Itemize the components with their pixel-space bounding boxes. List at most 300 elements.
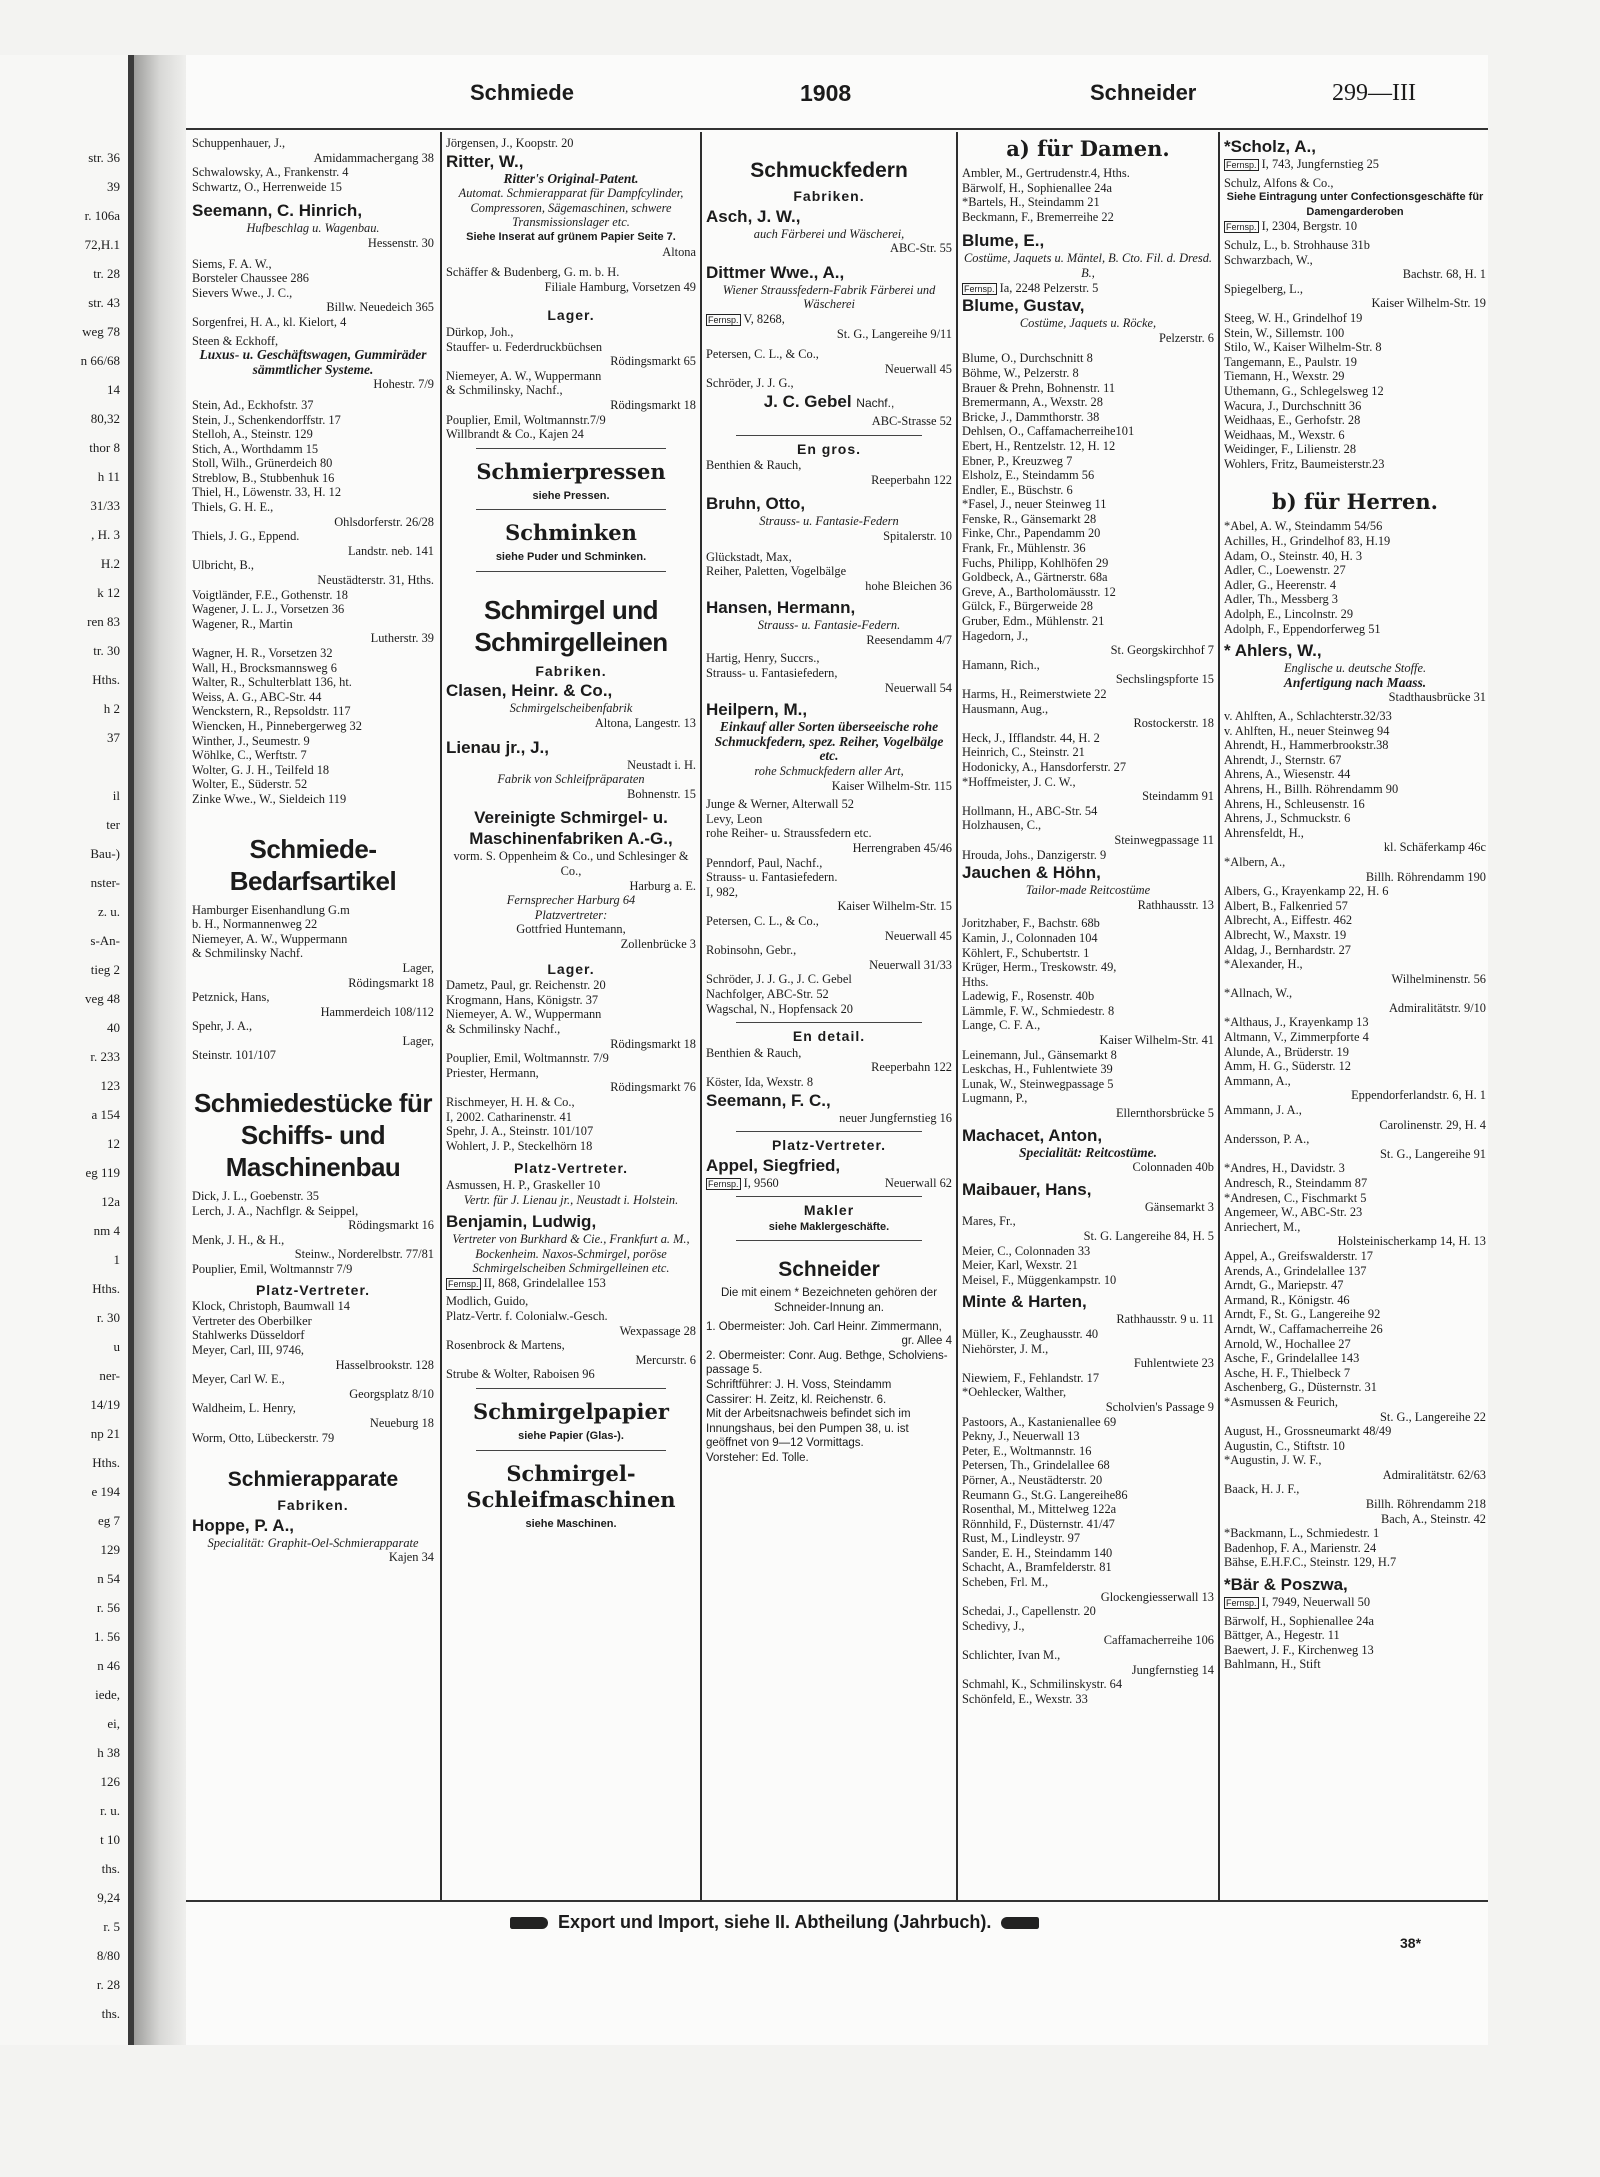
list-item: Dametz, Paul, gr. Reichenstr. 20	[446, 978, 606, 993]
list-item: Mares, Fr.,	[962, 1214, 1016, 1229]
list-item: Goldbeck, A., Gärtnerstr. 68a	[962, 570, 1108, 585]
list-item: Hamann, Rich.,	[962, 657, 1040, 672]
list-item: Hths.	[962, 974, 989, 989]
list-item: Bärwolf, H., Sophienallee 24a	[1224, 1613, 1375, 1628]
list-item: Adam, O., Steinstr. 40, H. 3	[1224, 548, 1363, 563]
list-item: Petznick, Hans,	[192, 990, 270, 1005]
list-item: Siems, F. A. W.,	[192, 256, 272, 271]
section-heading: a) für Damen.	[1006, 136, 1170, 161]
list-item: Reeperbahn 122	[871, 1060, 952, 1075]
strip-fragment: eg 7	[97, 1513, 120, 1528]
list-item: Streblow, B., Stubbenhuk 16	[192, 470, 335, 485]
entry-name: Asch, J. W.,	[706, 206, 801, 226]
list-item: Niehörster, J. M.,	[962, 1341, 1049, 1356]
list-item: Pouplier, Emil, Woltmannstr 7/9	[192, 1262, 353, 1277]
cross-reference: siehe Papier (Glas-).	[518, 1430, 624, 1443]
list-item: Lerch, J. A., Nachflgr. & Seippel,	[192, 1203, 359, 1218]
section-heading: Schmiedestücke für Schiffs- und Maschinenbau	[193, 1088, 433, 1183]
list-item: Steinstr. 101/107	[192, 1048, 276, 1063]
list-item: v. Ahlften, H., neuer Steinweg 94	[1224, 723, 1390, 738]
list-item: Ebner, P., Kreuzweg 7	[962, 453, 1073, 468]
strip-fragment: ren 83	[87, 614, 120, 629]
list-item: *Augustin, J. W. F.,	[1224, 1453, 1322, 1468]
list-item: Ammann, J. A.,	[1224, 1103, 1302, 1118]
list-item: Vorsteher: Ed. Tolle.	[706, 1452, 809, 1464]
entry-list	[192, 903, 434, 1064]
list-item: Steindamm 91	[1142, 789, 1214, 804]
list-item: Gruber, Edm., Mühlenstr. 21	[962, 614, 1105, 629]
sub-heading: Makler	[803, 1202, 855, 1219]
strip-fragment: 12	[107, 1136, 120, 1151]
list-item: Adolph, E., Lincolnstr. 29	[1224, 607, 1354, 622]
list-item: Heinrich, C., Steinstr. 21	[962, 745, 1085, 760]
strip-fragment: 72,H.1	[84, 237, 120, 252]
list-item: Köhlert, F., Schubertstr. 1	[962, 945, 1090, 960]
column-1	[192, 136, 434, 1898]
list-item: Scheben, Frl. M.,	[962, 1575, 1049, 1590]
strip-fragment: Hths.	[92, 1455, 120, 1470]
list-item: Wagner, H. R., Vorsetzen 32	[192, 646, 333, 660]
left-page-strip	[0, 55, 134, 2045]
list-item: Eppendorferlandstr. 6, H. 1	[1351, 1088, 1486, 1103]
list-item: Penndorf, Paul, Nachf.,	[706, 855, 823, 870]
list-item: Rödingsmarkt 76	[610, 1080, 696, 1095]
entry-addr: Filiale Hamburg, Vorsetzen 49	[544, 279, 696, 294]
strip-fragment: str. 36	[88, 150, 120, 165]
list-item: Georgsplatz 8/10	[349, 1386, 434, 1401]
list-item: Wagener, J. L. J., Vorsetzen 36	[192, 602, 345, 617]
list-item: Adler, C., Loewenstr. 27	[1224, 563, 1346, 578]
entry-desc: Luxus- u. Geschäftswagen, Gummiräder sämmtlicher Systeme.	[199, 347, 427, 377]
list-item: Wexpassage 28	[619, 1323, 696, 1338]
list-item: Kaiser Wilhelm-Str. 19	[1371, 296, 1486, 311]
entry-list	[1224, 1614, 1486, 1672]
list-item: Rischmeyer, H. H. & Co.,	[446, 1094, 575, 1109]
list-item: Vertreter des Oberbilker	[192, 1313, 312, 1328]
entry-addr: Kajen 34	[388, 1550, 434, 1565]
sub-heading: Fabriken.	[535, 662, 607, 679]
list-item: Scholvien's Passage 9	[1105, 1399, 1214, 1414]
telephone-icon: Fernsp.	[1226, 1598, 1257, 1609]
list-item: Neueburg 18	[369, 1415, 434, 1430]
entry-list	[446, 325, 696, 442]
strip-fragment: Bau-)	[90, 846, 120, 861]
divider	[476, 1388, 666, 1389]
cross-reference: siehe Puder und Schminken.	[495, 551, 647, 564]
list-item: Weidhaas, M., Wexstr. 6	[1224, 427, 1345, 442]
entry-list	[706, 347, 952, 391]
entry-addr: Neustadt i. H.	[627, 757, 696, 772]
list-item: Sander, E. H., Steindamm 140	[962, 1545, 1113, 1560]
entry-name: Blume, E.,	[962, 231, 1045, 251]
list-item: *Andres, H., Davidstr. 3	[1224, 1161, 1345, 1176]
list-item: Waldheim, L. Henry,	[192, 1401, 296, 1416]
entry-list	[192, 398, 434, 807]
list-item: Uthemann, G., Schlegelsweg 12	[1224, 383, 1384, 398]
list-item: Walter, R., Schulterblatt 136, ht.	[192, 675, 352, 690]
strip-fragment: 9,24	[97, 1890, 120, 1905]
list-item: Benthien & Rauch,	[706, 1045, 802, 1060]
list-item: *Asmussen & Feurich,	[1224, 1394, 1338, 1409]
entry-list	[706, 1046, 952, 1090]
divider	[736, 435, 922, 436]
entry-desc: Fernsprecher Harburg 64	[506, 893, 636, 908]
entry-addr: Fernsp. V, 8268,	[708, 311, 785, 326]
list-item: Steinwegpassage 11	[1114, 832, 1214, 847]
entry-desc: Wiener Straussfedern-Fabrik Färberei und Wäscherei	[722, 282, 936, 312]
list-item: Ambler, M., Gertrudenstr.4, Hths.	[962, 166, 1130, 180]
list-item: Lunak, W., Steinwegpassage 5	[962, 1076, 1114, 1091]
entry-name: Hoppe, P. A.,	[192, 1515, 295, 1535]
list-item: St. G., Langereihe 91	[1380, 1146, 1486, 1161]
list-item: Bremermann, A., Wexstr. 28	[962, 395, 1103, 410]
list-item: Arnold, W., Hochallee 27	[1224, 1336, 1351, 1351]
entry-desc: Specialität: Reitcostüme.	[1019, 1144, 1157, 1160]
strip-fragment: ter	[106, 817, 120, 832]
list-item: *Andresen, C., Fischmarkt 5	[1224, 1190, 1367, 1205]
strip-fragment: r. 56	[96, 1600, 120, 1615]
entry-note: Siehe Inserat auf grünem Papier Seite 7.	[466, 230, 676, 243]
strip-fragment: h 11	[97, 469, 120, 484]
telephone-icon: Fernsp.	[708, 314, 739, 325]
list-item: Stein, J., Schenkendorffstr. 17	[192, 412, 341, 427]
section-heading: Schminken	[505, 520, 637, 546]
list-item: Lager,	[402, 1033, 434, 1048]
list-item: Junge & Werner, Alterwall 52	[706, 797, 854, 812]
entry-addr: Altona, Langestr. 13	[594, 716, 696, 731]
list-item: hohe Bleichen 36	[865, 578, 952, 593]
entry-addr: Colonnaden 40b	[1132, 1160, 1214, 1175]
list-item: Sorgenfrei, H. A., kl. Kielort, 4	[192, 314, 347, 329]
list-item: Ebert, H., Rentzelstr. 12, H. 12	[962, 438, 1116, 453]
strip-fragment: nster-	[90, 875, 120, 890]
list-item: Arends, A., Grindelallee 137	[1224, 1263, 1367, 1278]
list-item: Ellernthorsbrücke 5	[1115, 1106, 1214, 1121]
header-year: 1908	[800, 80, 852, 106]
list-item: Alunde, A., Brüderstr. 19	[1224, 1044, 1349, 1059]
list-item: Bachstr. 68, H. 1	[1402, 267, 1486, 282]
strip-fragment: weg 78	[82, 324, 120, 339]
strip-fragment: il	[112, 788, 120, 803]
entry-note: Siehe Eintragung unter Confectionsgeschäfte für Damengarderoben	[1226, 191, 1484, 218]
strip-fragment: 14/19	[90, 1397, 120, 1412]
list-item: & Schmilinsky Nachf.	[192, 946, 304, 961]
running-header	[470, 80, 1445, 110]
strip-fragment: eg 119	[85, 1165, 120, 1180]
list-item: Hamburger Eisenhandlung G.m	[192, 902, 350, 917]
list-item: Frank, Fr., Mühlenstr. 36	[962, 541, 1086, 556]
list-item: 2. Obermeister: Conr. Aug. Bethge, Scholviens-passage 5.	[706, 1349, 948, 1377]
entry-name: Blume, Gustav,	[962, 296, 1085, 316]
list-item: Albert, B., Falkenried 57	[1224, 898, 1348, 913]
list-item: Rosenbrock & Martens,	[446, 1338, 565, 1353]
entry-desc: rohe Schmuckfedern aller Art,	[754, 764, 904, 779]
strip-fragment: 14	[107, 382, 120, 397]
list-item: Schlichter, Ivan M.,	[962, 1648, 1061, 1663]
list-item: & Schmilinsky Nachf.,	[446, 1021, 561, 1036]
telephone-icon: Fernsp.	[1226, 160, 1257, 170]
list-item: I, 982,	[706, 884, 739, 899]
list-item: *Alexander, H.,	[1224, 957, 1303, 972]
strip-fragment: H.2	[100, 556, 120, 571]
entry-name: * Ahlers, W.,	[1224, 641, 1322, 661]
list-item: Bahlmann, H., Stift	[1224, 1657, 1321, 1672]
section-heading: Schneider	[778, 1258, 880, 1282]
entry-name: Hansen, Hermann,	[706, 598, 856, 618]
list-item: Rödingsmarkt 16	[348, 1218, 434, 1233]
list-item: Arndt, G., Mariepstr. 47	[1224, 1278, 1344, 1293]
list-item: Böhme, W., Pelzerstr. 8	[962, 365, 1079, 380]
list-item: St. G. Langereihe 84, H. 5	[1083, 1229, 1214, 1243]
list-item: Stein, Ad., Eckhofstr. 37	[192, 397, 314, 412]
list-item: Finke, Chr., Papendamm 20	[962, 526, 1101, 541]
list-item: Schriftführer: J. H. Voss, Steindamm	[706, 1379, 892, 1392]
list-item: Ohlsdorferstr. 26/28	[334, 514, 434, 529]
strip-fragment: r. 28	[96, 1977, 120, 1992]
list-item: Benthien & Rauch,	[706, 458, 802, 473]
list-item: Neuerwall 45	[884, 928, 952, 943]
list-item: Schönfeld, E., Wexstr. 33	[962, 1691, 1088, 1706]
section-heading: Schmiede-Bedarfsartikel	[229, 833, 397, 896]
divider	[476, 448, 666, 449]
list-item: Spehr, J. A.,	[192, 1019, 253, 1034]
entry-name: Benjamin, Ludwig,	[446, 1212, 597, 1232]
list-item: Niemeyer, A. W., Wuppermann	[446, 1007, 602, 1022]
strip-fragment: 37	[107, 730, 120, 745]
entry-addr: ABC-Strasse 52	[871, 413, 952, 428]
strip-fragment: k 12	[97, 585, 120, 600]
list-item: Stoll, Wilh., Grünerdeich 80	[192, 456, 333, 471]
list-item: Schröder, J. J. G., J. C. Gebel	[706, 972, 852, 987]
entry-addr: Fernsp. II, 868, Grindelallee 153	[448, 1275, 606, 1290]
list-item: Bähse, E.H.F.C., Steinstr. 129, H.7	[1224, 1555, 1397, 1570]
list-item: Aschenberg, G., Düsternstr. 31	[1224, 1380, 1377, 1395]
entry-addr: Reesendamm 4/7	[866, 632, 952, 647]
entry-desc: Hufbeschlag u. Wagenbau.	[246, 221, 380, 236]
innung-note: Die mit einem * Bezeichneten gehören der Schneider-Innung an.	[720, 1287, 938, 1315]
list-item: Albers, G., Krayenkamp 22, H. 6	[1224, 884, 1389, 899]
list-item: Greve, A., Bartholomäusstr. 12	[962, 584, 1116, 599]
list-item: Carolinenstr. 29, H. 4	[1379, 1117, 1486, 1132]
list-item: Armand, R., Königstr. 46	[1224, 1292, 1350, 1307]
list-item: Ahrens, J., Schmuckstr. 6	[1224, 811, 1351, 826]
entry-addr: Pelzerstr. 6	[1158, 330, 1214, 345]
entry-name: Bruhn, Otto,	[706, 494, 806, 514]
list-item: Hollmann, H., ABC-Str. 54	[962, 803, 1098, 818]
strip-fragment: 31/33	[90, 498, 120, 513]
list-item: *Hoffmeister, J. C. W.,	[962, 774, 1076, 789]
list-item: Willbrandt & Co., Kajen 24	[446, 427, 584, 442]
list-item: Asche, H. F., Thielbeck 7	[1224, 1365, 1351, 1380]
list-item: Rödingsmarkt 18	[610, 1036, 696, 1051]
list-item: Lugmann, P.,	[962, 1091, 1028, 1106]
list-item: rohe Reiher- u. Straussfedern etc.	[706, 826, 872, 841]
list-item: Glockengiesserwall 13	[1100, 1589, 1214, 1604]
strip-fragment: iede,	[95, 1687, 120, 1702]
column-rule	[956, 132, 958, 1900]
column-5	[1224, 136, 1486, 1898]
list-item: Rödingsmarkt 18	[348, 975, 434, 990]
entry-name: Machacet, Anton,	[962, 1125, 1103, 1145]
strip-fragment: z. u.	[97, 904, 120, 919]
entry-desc: Fabrik von Schleifpräparaten	[497, 772, 645, 787]
list-item: Ahrensfeldt, H.,	[1224, 825, 1304, 840]
strip-fragment: s-An-	[90, 933, 120, 948]
list-item: Pastoors, A., Kastanienallee 69	[962, 1414, 1117, 1429]
list-item: Wolter, E., Süderstr. 52	[192, 777, 308, 792]
strip-fragment: np 21	[90, 1426, 120, 1441]
list-item: kl. Schäferkamp 46c	[1383, 840, 1486, 855]
list-item: Ahrendt, J., Sternstr. 67	[1224, 752, 1342, 767]
list-item: Peter, E., Woltmannstr. 16	[962, 1443, 1092, 1458]
header-rule	[186, 128, 1488, 130]
list-item: Weidinger, F., Lilienstr. 28	[1224, 442, 1357, 457]
entry-addr: neuer Jungfernstieg 16	[839, 1110, 952, 1125]
list-item: Admiralitätstr. 62/63	[1382, 1467, 1486, 1482]
list-item: Pouplier, Emil, Woltmannstr. 7/9	[446, 1051, 609, 1066]
entry-addr: Altona	[662, 244, 696, 259]
entry-name: Appel, Siegfried,	[706, 1155, 841, 1175]
list-item: Asche, F., Grindelallee 143	[1224, 1351, 1360, 1366]
list-item: Bach, A., Steinstr. 42	[1381, 1511, 1486, 1526]
list-item: Bättger, A., Hegestr. 11	[1224, 1628, 1340, 1643]
list-item: Niewiem, F., Fehlandstr. 17	[962, 1370, 1100, 1385]
list-item: Stahlwerks Düsseldorf	[192, 1328, 305, 1343]
entry-desc: Schmirgelscheibenfabrik	[509, 701, 633, 716]
list-item: Schedivy, J.,	[962, 1618, 1025, 1633]
list-item: Spehr, J. A., Steinstr. 101/107	[446, 1124, 594, 1139]
list-item: Arndt, W., Caffamacherreihe 26	[1224, 1321, 1383, 1336]
header-left: Schmiede	[470, 80, 574, 105]
list-item: Badenhop, F. A., Marienstr. 24	[1224, 1540, 1377, 1555]
sub-heading: Platz-Vertreter.	[255, 1281, 371, 1298]
list-item: Strube & Wolter, Raboisen 96	[446, 1367, 595, 1382]
list-item: Ahrens, H., Schleusenstr. 16	[1224, 796, 1365, 811]
header-page: 299—III	[1332, 80, 1416, 106]
list-item: Hammerdeich 108/112	[320, 1004, 434, 1019]
entry: Asmussen, H. P., Graskeller 10	[446, 1177, 601, 1192]
strip-fragment: tr. 30	[93, 643, 120, 658]
entry-addr: St. G., Langereihe 9/11	[836, 326, 952, 341]
telephone-icon: Fernsp.	[448, 1278, 479, 1289]
list-item: *Albern, A.,	[1224, 854, 1286, 869]
list-item: Andersson, P. A.,	[1224, 1132, 1310, 1147]
list-item: Albrecht, A., Eiffestr. 462	[1224, 913, 1353, 928]
list-item: *Allnach, W.,	[1224, 986, 1293, 1001]
section-heading: Schmierapparate	[227, 1468, 399, 1492]
telephone-icon: Fernsp.	[708, 1178, 739, 1189]
list-item: Dick, J. L., Goebenstr. 35	[192, 1189, 319, 1204]
list-item: Hasselbrookstr. 128	[335, 1357, 434, 1372]
list-item: *Fasel, J., neuer Steinweg 11	[962, 497, 1107, 512]
list-item: Strauss- u. Fantasiefedern,	[706, 666, 838, 681]
list-item: Schulz, Alfons & Co.,	[1224, 175, 1334, 190]
strip-fragment: 1	[113, 1252, 120, 1267]
strip-fragment: tieg 2	[90, 962, 120, 977]
strip-fragment: 39	[107, 179, 120, 194]
entry-desc: Vertreter von Burkhard & Cie., Frankfurt a. M., Bockenheim. Naxos-Schmirgel, poröse Schmirgelscheiben Schmirgelleinen etc.	[452, 1232, 690, 1276]
column-rule	[440, 132, 442, 1900]
list-item: Wohlers, Fritz, Baumeisterstr.23	[1224, 456, 1385, 471]
list-item: Wall, H., Brocksmannsweg 6	[192, 660, 337, 675]
list-item: Ahrendt, H., Hammerbrookstr.38	[1224, 738, 1389, 753]
entry-desc: Vertr. für J. Lienau jr., Neustadt i. Holstein.	[463, 1192, 679, 1207]
entry-desc: Englische u. deutsche Stoffe.	[1283, 661, 1427, 676]
list-item: Steinw., Norderelbstr. 77/81	[294, 1247, 434, 1262]
cross-reference: siehe Maklergeschäfte.	[768, 1220, 890, 1233]
list-item: Levy, Leon	[706, 811, 763, 826]
list-item: Mercurstr. 6	[635, 1352, 696, 1367]
entry-name: Clasen, Heinr. & Co.,	[446, 681, 613, 701]
strip-fragment: n 46	[97, 1658, 120, 1673]
entry-list	[1224, 519, 1486, 636]
list-item: Lange, C. F. A.,	[962, 1018, 1041, 1033]
list-item: Meier, Karl, Wexstr. 21	[962, 1258, 1078, 1273]
entry-desc: vorm. S. Oppenheim & Co., und Schlesinger & Co.,	[453, 849, 689, 879]
column-2	[446, 136, 696, 1898]
list-item: Borsteler Chaussee 286	[192, 271, 309, 286]
entry-list	[446, 978, 696, 1153]
list-item: Lutherstr. 39	[370, 631, 434, 646]
list-item: Schmahl, K., Schmilinskystr. 64	[962, 1677, 1123, 1692]
entry-name: Vereinigte Schmirgel- u. Maschinenfabriken A.-G.,	[469, 808, 673, 849]
section-heading: Schmirgel-Schleifmaschinen	[466, 1460, 676, 1512]
list-item: Strauss- u. Fantasiefedern.	[706, 870, 838, 885]
list-item: Leskchas, H., Fuhlentwiete 39	[962, 1062, 1113, 1077]
list-item: Schröder, J. J. G.,	[706, 376, 794, 391]
list-item: Sechslingspforte 15	[1115, 672, 1214, 687]
list-item: Platz-Vertr. f. Colonialw.-Gesch.	[446, 1309, 608, 1324]
sub-heading: Lager.	[547, 960, 595, 977]
list-item: & Schmilinsky, Nachf.,	[446, 383, 563, 398]
list-item: Pouplier, Emil, Woltmannstr.7/9	[446, 412, 606, 427]
list-item: Lager,	[402, 960, 434, 975]
list-item: Billh. Röhrendamm 190	[1365, 869, 1486, 884]
list-item: Bricke, J., Dammthorstr. 38	[962, 409, 1100, 424]
list-item: v. Ahlften, A., Schlachterstr.32/33	[1224, 709, 1392, 723]
list-item: Tiemann, H., Wexstr. 29	[1224, 369, 1345, 384]
strip-fragment: , H. 3	[91, 527, 120, 542]
entry: Schäffer & Budenberg, G. m. b. H.	[446, 265, 620, 280]
list-item: Baack, H. J. F.,	[1224, 1482, 1300, 1497]
divider	[476, 509, 666, 510]
entry-list	[706, 550, 952, 594]
strip-fragment: n 54	[97, 1571, 120, 1586]
entry-list	[962, 916, 1214, 1120]
list-item: Baewert, J. F., Kirchenweg 13	[1224, 1642, 1374, 1657]
entry-name: Dittmer Wwe., A.,	[706, 262, 845, 282]
list-item: Schedai, J., Capellenstr. 20	[962, 1604, 1096, 1619]
strip-fragment: 123	[100, 1078, 120, 1093]
list-item: Wagschal, N., Hopfensack 20	[706, 1001, 853, 1016]
entry-desc: Einkauf aller Sorten überseeische rohe Schmuckfedern, spez. Reiher, Vogelbälge etc.	[714, 719, 944, 764]
list-item: Nachfolger, ABC-Str. 52	[706, 986, 829, 1001]
strip-fragment: n 66/68	[80, 353, 120, 368]
list-item: Priester, Hermann,	[446, 1065, 539, 1080]
entry-addr: Kaiser Wilhelm-Str. 115	[831, 778, 952, 793]
list-item: Schacht, A., Bramfelderstr. 81	[962, 1560, 1112, 1575]
list-item: Wenckstern, R., Repsoldstr. 117	[192, 704, 351, 719]
list-item: Herrengraben 45/46	[852, 841, 952, 855]
strip-fragment: 1. 56	[94, 1629, 120, 1644]
entry-list	[962, 1327, 1214, 1706]
entry-name: *Scholz, A.,	[1224, 137, 1316, 156]
column-rule	[700, 132, 702, 1900]
book-gutter	[134, 55, 186, 2045]
entry-list	[192, 1299, 434, 1445]
list-item: Thiels, J. G., Eppend.	[192, 529, 300, 544]
footer-note: Export und Import, siehe II. Abtheilung (Jahrbuch).	[500, 1912, 1049, 1933]
